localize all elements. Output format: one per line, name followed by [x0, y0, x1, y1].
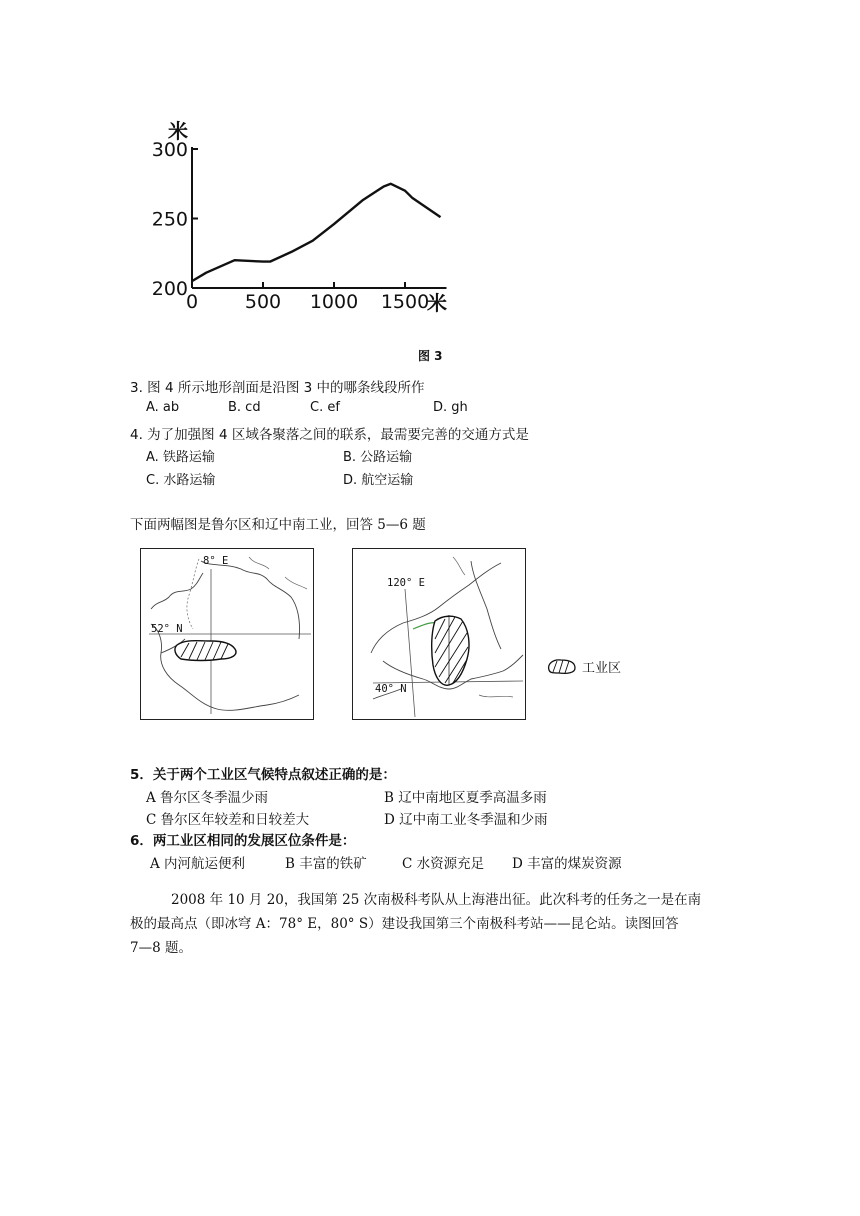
liaoning-latitude-label: 40° N	[375, 683, 407, 695]
question-6-option-b: B 丰富的铁矿	[285, 856, 367, 872]
question-3-option-c: C. ef	[310, 400, 340, 415]
industrial-zone-legend-icon	[545, 654, 579, 678]
question-5-option-d: D 辽中南工业冬季温和少雨	[384, 812, 548, 828]
question-3-stem: 3. 图 4 所示地形剖面是沿图 3 中的哪条线段所作	[130, 380, 425, 396]
question-6-option-a: A 内河航运便利	[150, 856, 246, 872]
elevation-profile-chart	[150, 110, 480, 320]
y-tick-label-0: 200	[151, 278, 188, 300]
question-4-option-c: C. 水路运输	[146, 473, 216, 488]
figure-caption: 图 3	[418, 349, 443, 363]
x-tick-label-3: 1500	[380, 291, 430, 313]
question-4-option-a: A. 铁路运输	[146, 450, 215, 465]
question-4-option-b: B. 公路运输	[343, 450, 413, 465]
x-tick-label-0: 0	[185, 291, 199, 313]
question-5-option-b: B 辽中南地区夏季高温多雨	[384, 790, 547, 806]
y-tick-label-1: 250	[151, 208, 188, 231]
y-axis-label: 米	[168, 119, 188, 143]
question-6-stem: 6．两工业区相同的发展区位条件是：	[130, 833, 356, 849]
x-tick-label-2: 1000	[309, 291, 359, 313]
liaoning-longitude-label: 120° E	[387, 577, 425, 589]
question-5-stem: 5．关于两个工业区气候特点叙述正确的是：	[130, 767, 396, 783]
ruhr-industrial-zone	[175, 641, 236, 661]
ruhr-latitude-label: 52° N	[151, 623, 183, 635]
question-3-option-a: A. ab	[146, 400, 180, 415]
liaoning-map	[352, 548, 526, 720]
industrial-zone-legend-label: 工业区	[582, 661, 622, 676]
ruhr-longitude-label: 8° E	[203, 555, 229, 567]
question-3-option-b: B. cd	[228, 400, 261, 415]
question-5-option-c: C 鲁尔区年较差和日较差大	[146, 812, 310, 828]
elevation-profile-line	[192, 184, 441, 281]
question-4-stem: 4. 为了加强图 4 区域各聚落之间的联系，最需要完善的交通方式是	[130, 427, 529, 443]
x-axis-label: 米	[427, 291, 447, 315]
y-tick-label-2: 300	[151, 139, 188, 161]
intro-5-6: 下面两幅图是鲁尔区和辽中南工业，回答 5—6 题	[130, 517, 426, 533]
passage-7-8-line-1: 2008 年 10 月 20，我国第 25 次南极科考队从上海港出征。此次科考的任务之一是在南	[171, 892, 702, 908]
question-3-option-d: D. gh	[433, 400, 468, 415]
question-5-option-a: A 鲁尔区冬季温少雨	[146, 790, 269, 806]
ruhr-map	[140, 548, 314, 720]
x-tick-label-1: 500	[244, 291, 282, 313]
question-4-option-d: D. 航空运输	[343, 473, 414, 488]
passage-7-8-line-2: 极的最高点（即冰穹 A：78° E，80° S）建设我国第三个南极科考站——昆仑站。读图回答	[130, 916, 679, 932]
liaoning-industrial-zone	[432, 615, 469, 685]
question-6-option-d: D 丰富的煤炭资源	[512, 856, 622, 872]
passage-7-8-line-3: 7—8 题。	[130, 940, 192, 956]
question-6-option-c: C 水资源充足	[402, 856, 485, 872]
